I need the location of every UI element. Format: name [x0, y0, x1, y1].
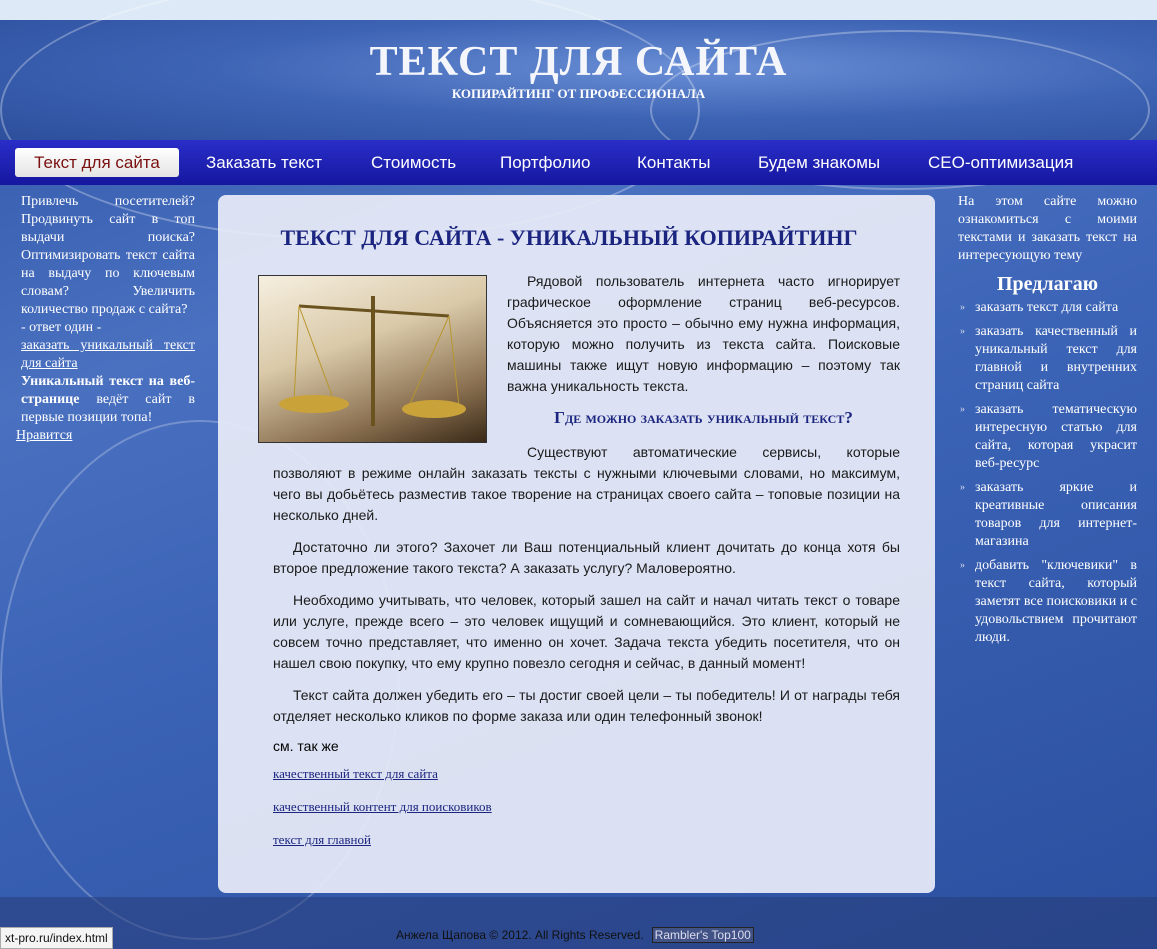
nav-price[interactable]: Стоимость: [371, 153, 457, 172]
offer-text: заказать текст для сайта: [975, 300, 1119, 315]
browser-top-strip: [0, 0, 1157, 20]
see-also-link[interactable]: текст для главной: [273, 832, 371, 847]
bullet-icon: »: [960, 482, 965, 493]
offers-list: [958, 299, 1137, 647]
copyright: Анжела Щапова © 2012. All Rights Reserved.: [396, 928, 644, 942]
offer-text: заказать качественный и уникальный текст для главной и внутренних страниц сайта: [975, 324, 1137, 393]
nav-order[interactable]: Заказать текст: [206, 153, 323, 172]
like-link[interactable]: Нравится: [16, 428, 73, 443]
section-heading: Где можно заказать уникальный текст?: [554, 408, 853, 427]
offer-text: заказать тематическую интересную статью для сайта, которая украсит веб-ресурс: [975, 402, 1137, 471]
scales-icon: [259, 276, 487, 443]
paragraph-4: Необходимо учитывать, что человек, который зашел на сайт и начал читать текст о товаре или услуге, прежде всего – это человек ищущий и сомневающийся. Это клиент, который не совсем точно представляет, что именно он хочет. Задача текста убедить посетителя, что он нашел свою покупку, что ему крупно повезло сегодня и сейчас, в данный момент!: [273, 592, 900, 671]
offer-item[interactable]: [958, 401, 1137, 473]
nav-portfolio[interactable]: Портфолио: [500, 153, 591, 172]
footer-row: [396, 927, 754, 943]
nav-about[interactable]: Будем знакомы: [758, 153, 881, 172]
left-bold-text: Уникальный текст на веб-странице: [21, 374, 195, 407]
offers-heading: Предлагаю: [997, 273, 1098, 295]
site-subtitle: КОПИРАЙТИНГ ОТ ПРОФЕССИОНАЛА: [451, 86, 706, 101]
paragraph-3: Достаточно ли этого? Захочет ли Ваш потенциальный клиент дочитать до конца хотя бы второе предложение такого текста? А заказать услугу? Маловероятно.: [273, 539, 900, 576]
nav-contacts[interactable]: Контакты: [637, 153, 711, 172]
see-also-links: [273, 766, 900, 848]
status-bar-url: xt-pro.ru/index.html: [0, 927, 113, 949]
order-unique-text-link[interactable]: заказать уникальный текст для сайта: [21, 338, 195, 371]
left-sidebar: [16, 193, 195, 445]
right-intro: На этом сайте можно ознакомиться с моими текстами и заказать текст на интересующую тему: [958, 194, 1137, 263]
nav-home[interactable]: Текст для сайта: [15, 148, 179, 177]
see-also-link[interactable]: качественный контент для поисковиков: [273, 799, 492, 814]
offer-item[interactable]: [958, 557, 1137, 647]
offer-item[interactable]: [958, 299, 1137, 317]
bullet-icon: »: [960, 302, 965, 313]
left-answer: - ответ один -: [21, 320, 102, 335]
offer-item[interactable]: [958, 479, 1137, 551]
nav-seo[interactable]: СЕО-оптимизация: [928, 153, 1074, 172]
scales-books-image: [258, 275, 487, 443]
rambler-counter[interactable]: Rambler's Top100: [652, 927, 754, 943]
see-also-label: см. так же: [273, 738, 339, 754]
paragraph-2: Существуют автоматические сервисы, которые позволяют в режиме онлайн заказать тексты с нужными ключевыми словами, но максимум, чего вы добьётесь разместив такое творение на страницах своего сайта – топовые позиции на несколько дней.: [273, 444, 900, 523]
site-title: ТЕКСТ ДЛЯ САЙТА: [369, 39, 788, 85]
left-text: Привлечь посетителей? Продвинуть сайт в топ выдачи поиска? Оптимизировать текст сайта на выдачу по ключевым словам? Увеличить количество продаж с сайта?: [21, 194, 195, 317]
bullet-icon: »: [960, 404, 965, 415]
bullet-icon: »: [960, 560, 965, 571]
bullet-icon: »: [960, 326, 965, 337]
page-title: ТЕКСТ ДЛЯ САЙТА - УНИКАЛЬНЫЙ КОПИРАЙТИНГ: [280, 225, 858, 250]
main-nav: [0, 140, 1157, 185]
offer-text: заказать яркие и креативные описания товаров для интернет-магазина: [975, 480, 1137, 549]
right-sidebar: [958, 193, 1137, 653]
paragraph-1: Рядовой пользователь интернета часто игнорирует графическое оформление страниц веб-ресурсов. Объясняется это просто – обычно ему нужна информация, которую можно получить из текста сайта. Поисковые машины также ищут новую информацию – поэтому так важна уникальность текста.: [507, 273, 900, 394]
offer-text: добавить "ключевики" в текст сайта, который заметят все поисковики и с удовольствием прочитают люди.: [975, 558, 1137, 645]
offer-item[interactable]: [958, 323, 1137, 395]
see-also-link[interactable]: качественный текст для сайта: [273, 766, 438, 781]
main-content: [218, 195, 935, 893]
left-tail-text: ведёт сайт в первые позиции топа!: [21, 392, 195, 425]
paragraph-5: Текст сайта должен убедить его – ты достиг своей цели – ты победитель! И от награды тебя отделяет несколько кликов по форме заказа или один телефонный звонок!: [273, 687, 900, 724]
